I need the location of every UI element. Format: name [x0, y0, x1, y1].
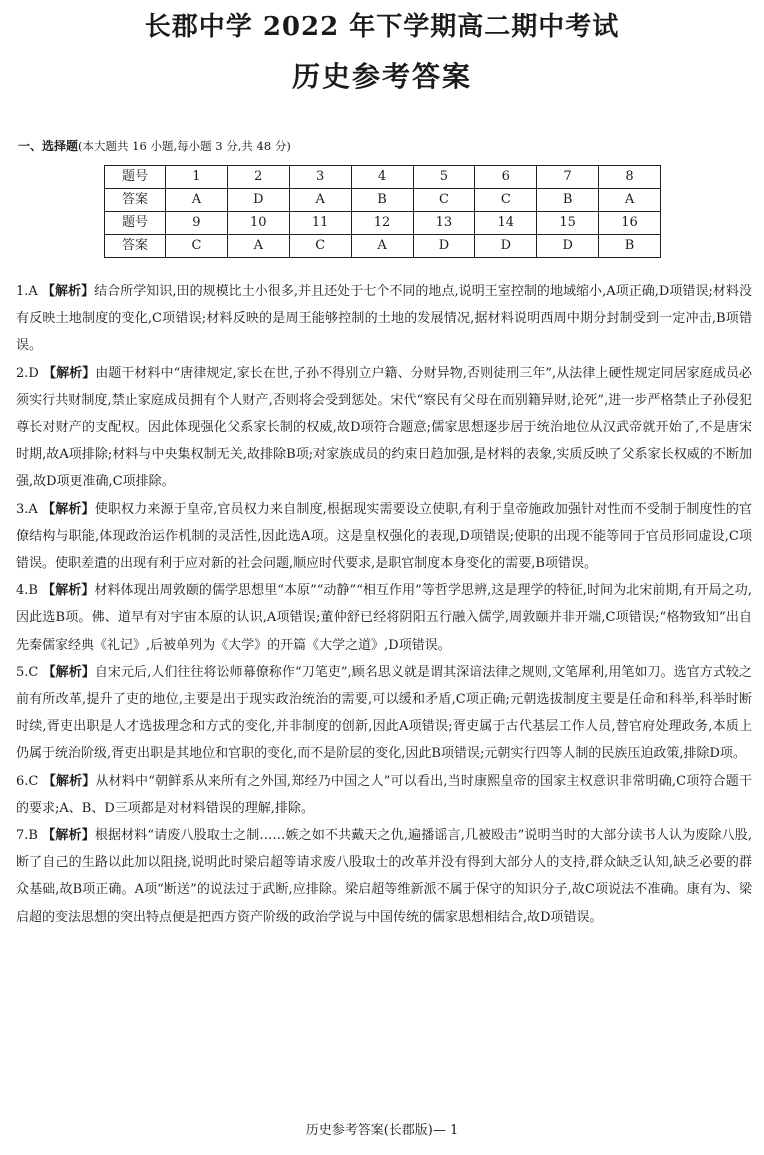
answer-table-cell: D	[537, 235, 599, 258]
answer-table-cell: 14	[475, 212, 537, 235]
answer-table-cell: A	[289, 189, 351, 212]
answer-table	[104, 165, 661, 258]
exam-title: 长郡中学 2022 年下学期高二期中考试	[144, 12, 620, 42]
explanation-item	[16, 496, 752, 578]
analysis-tag: 【解析】	[42, 583, 95, 599]
answer-table-row	[105, 212, 661, 235]
answer-table-cell: 12	[351, 212, 413, 235]
page-footer: 历史参考答案(长郡版)— 1	[305, 1123, 459, 1138]
analysis-tag: 【解析】	[42, 501, 95, 517]
answer-table-cell: 15	[537, 212, 599, 235]
explanation-item	[16, 360, 752, 496]
explanation-text: 根据材料“请废八股取士之制……嫉之如不共戴天之仇,遍播谣言,几被殴击”说明当时的大部分读书人认为废除八股,断了自己的生路以此加以阻挠,说明此时梁启超等请求废八股取士的改革并没有得到大部分人的支持,群众缺乏认知,缺乏必要的群众基础,故B项正确。A项“断送”的说法过于武断,应排除。梁启超等维新派不属于保守的知识分子,故C项说法不准确。康有为、梁启超的变法思想的突出特点便是把西方资产阶级的政治学说与中国传统的儒家思想相结合,故D项错误。	[16, 828, 752, 925]
answer-key-title: 历史参考答案	[291, 60, 472, 93]
answer-table-cell: 1	[166, 166, 228, 189]
explanation-text: 自宋元后,人们往往将讼师幕僚称作“刀笔吏”,顾名思义就是谓其深谙法律之规则,文笔犀利,用笔如刀。选官方式较之前有所改革,提升了吏的地位,主要是出于现实政治统治的需要,可以缓和矛盾,C项正确;元朝选拔制度主要是任命和科举,科举时断时续,胥吏出职是人才选拔理念和方式的变化,并非制度的创新,因此A项错误;胥吏属于古代基层工作人员,替官府处理政务,本质上仍属于统治阶级,胥吏出职是其地位和官职的变化,而不是阶层的变化,因此B项错误;元朝实行四等人制的民族压迫政策,排除D项。	[16, 664, 752, 762]
answer-table-row-header: 题号	[105, 212, 166, 235]
explanation-text: 由题干材料中“唐律规定,家长在世,子孙不得别立户籍、分财异物,否则徒刑三年”,从法律上硬性规定同居家庭成员必须实行共财制度,禁止家庭成员拥有个人财产,否则将会受到惩处。宋代“察民有父母在而别籍异财,论死”,进一步严格禁止子孙侵犯尊长对财产的支配权。因此体现强化父系家长制的权威,故D项符合题意;儒家思想逐步居于统治地位从汉武帝就开始了,不是唐宋时期,故A项排除;材料与中央集权制无关,故排除B项;对家族成员的约束日趋加强,是材料的表象,实质反映了父系家长权威的不断加强,故D项更准确,C项排除。	[16, 365, 752, 490]
answer-table-cell: 6	[475, 166, 537, 189]
answer-table-cell: D	[475, 235, 537, 258]
question-answer-number: 1.A	[16, 284, 38, 299]
answer-table-cell: B	[537, 189, 599, 212]
answer-table-cell: C	[166, 235, 228, 258]
explanation-text: 结合所学知识,田的规模比土小很多,并且还处于七个不同的地点,说明王室控制的地域缩小,A项正确,D项错误;材料没有反映土地制度的变化,C项错误;材料反映的是周王能够控制的土地的发展情况,据材料说明西周中期分封制受到一定冲击,B项错误。	[16, 284, 752, 354]
question-answer-number: 4.B	[16, 583, 38, 599]
analysis-tag: 【解析】	[43, 365, 96, 381]
answer-table-cell: 11	[289, 212, 351, 235]
analysis-tag: 【解析】	[41, 284, 95, 299]
explanation-text: 使职权力来源于皇帝,官员权力来自制度,根据现实需要设立使职,有利于皇帝施政加强针对性而不受制于制度性的官僚结构与职能,体现政治运作机制的灵活性,因此选A项。这是皇权强化的表现,D项错误;使职的出现不能等同于官员形同虚设,C项错误。使职差遣的出现有利于应对新的社会问题,顺应时代要求,是职官制度本身变化的需要,B项错误。	[16, 501, 752, 572]
answer-table-cell: 7	[537, 166, 599, 189]
answer-table-cell: D	[413, 235, 475, 258]
answer-table-cell: 2	[227, 166, 289, 189]
answer-table-cell: A	[227, 235, 289, 258]
answer-table-row-header: 答案	[105, 235, 166, 258]
question-answer-number: 3.A	[16, 501, 38, 517]
explanation-item	[16, 577, 752, 659]
answer-table-row	[105, 166, 661, 189]
section-heading-label: 一、选择题	[18, 139, 79, 153]
answer-table-cell: 3	[289, 166, 351, 189]
answer-table-cell: 4	[351, 166, 413, 189]
explanation-text: 材料体现出周敦颐的儒学思想里“本原”“动静”“相互作用”等哲学思辨,这是理学的特征,时间为北宋前期,有开局之功,因此选B项。佛、道早有对宇宙本原的认识,A项错误;董仲舒已经将阴阳五行融入儒学,周敦颐并非开端,C项错误;“格物致知”出自先秦儒家经典《礼记》,后被单列为《大学》的开篇《大学之道》,D项错误。	[16, 583, 752, 653]
answer-table-cell: A	[351, 235, 413, 258]
section-heading	[18, 138, 291, 154]
answer-table-row-header: 题号	[105, 166, 166, 189]
explanation-text: 从材料中“朝鲜系从来所有之外国,郑经乃中国之人”可以看出,当时康熙皇帝的国家主权意识非常明确,C项符合题干的要求;A、B、D三项都是对材料错误的理解,排除。	[16, 773, 752, 816]
analysis-tag: 【解析】	[42, 828, 95, 844]
explanation-item	[16, 659, 752, 768]
answer-table-cell: A	[599, 189, 661, 212]
analysis-tag: 【解析】	[42, 773, 96, 789]
answer-table-cell: C	[413, 189, 475, 212]
answer-table-row-header: 答案	[105, 189, 166, 212]
answer-table-cell: C	[289, 235, 351, 258]
question-answer-number: 2.D	[16, 365, 39, 381]
answer-table-row	[105, 235, 661, 258]
answer-table-cell: 5	[413, 166, 475, 189]
answer-table-cell: 16	[599, 212, 661, 235]
answer-table-cell: A	[166, 189, 228, 212]
answer-table-cell: C	[475, 189, 537, 212]
answer-table-cell: 13	[413, 212, 475, 235]
explanation-item	[16, 278, 752, 360]
explanation-item	[16, 822, 752, 931]
question-answer-number: 5.C	[16, 664, 39, 680]
answer-table-cell: D	[227, 189, 289, 212]
section-heading-note: (本大题共 16 小题,每小题 3 分,共 48 分)	[78, 139, 291, 153]
question-answer-number: 6.C	[16, 773, 39, 789]
answer-table-cell: B	[351, 189, 413, 212]
answer-table-cell: 8	[599, 166, 661, 189]
question-answer-number: 7.B	[16, 828, 38, 844]
answer-table-cell: 10	[227, 212, 289, 235]
explanation-list	[16, 278, 752, 931]
answer-table-cell: 9	[166, 212, 228, 235]
answer-table-row	[105, 189, 661, 212]
analysis-tag: 【解析】	[42, 664, 95, 680]
explanation-item	[16, 768, 752, 822]
answer-table-cell: B	[599, 235, 661, 258]
